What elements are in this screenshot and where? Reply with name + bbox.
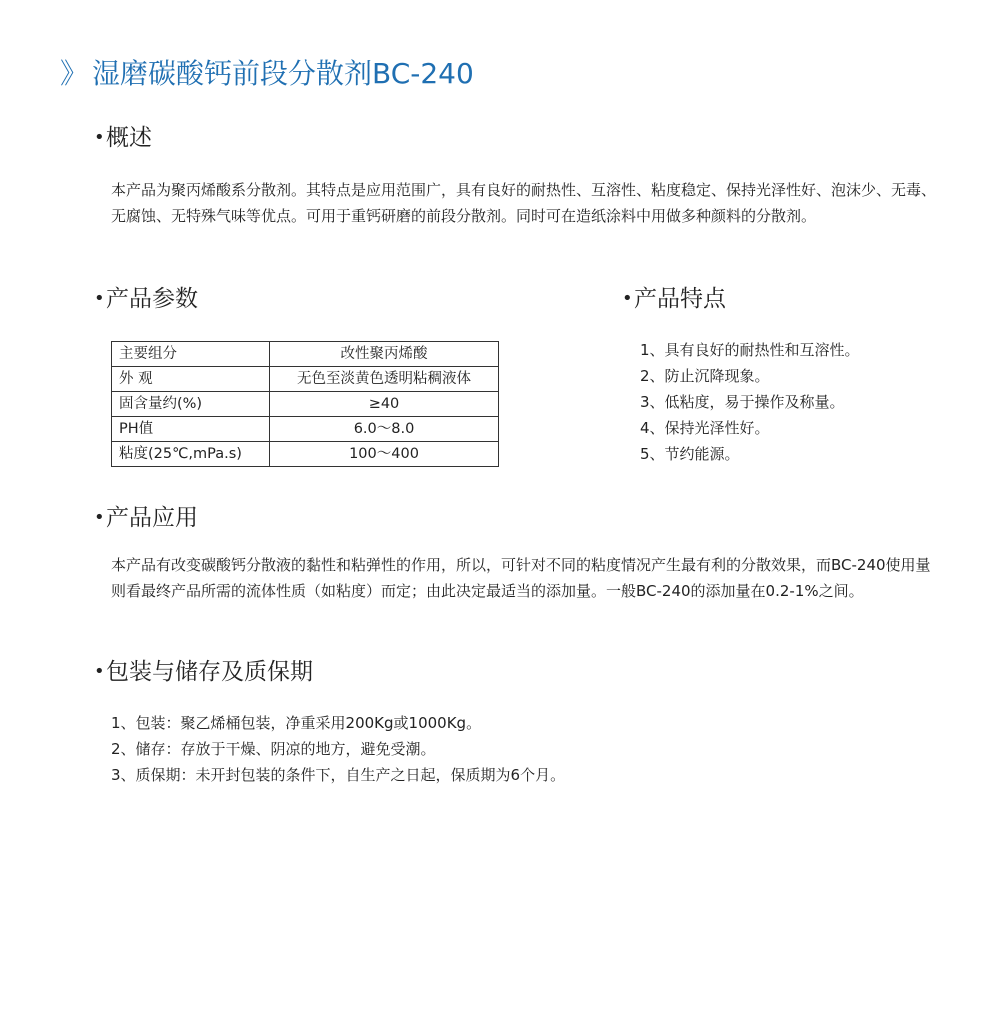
bullet-dot-icon: • [94,661,105,682]
storage-list [111,710,565,788]
table-row [112,367,499,392]
list-item: 3、质保期：未开封包装的条件下，自生产之日起，保质期为6个月。 [111,766,566,784]
table-row [112,442,499,467]
param-name-cell: 外 观 [112,367,270,392]
double-chevron-right-icon: 》 [60,57,89,90]
table-row [112,342,499,367]
page-title [60,52,474,96]
section-heading-features [622,282,726,316]
application-text: 本产品有改变碳酸钙分散液的黏性和粘弹性的作用，所以，可针对不同的粘度情况产生最有利的分散效果，而BC-240使用量则看最终产品所需的流体性质（如粘度）而定；由此决定最适当的添加量。一般BC-240的添加量在0.2-1%之间。 [111,556,931,600]
section-heading-text: 产品特点 [634,286,726,312]
param-name-cell: 粘度(25℃,mPa.s) [112,442,270,467]
list-item: 1、包装：聚乙烯桶包装，净重采用200Kg或1000Kg。 [111,714,482,732]
param-name-cell: 主要组分 [112,342,270,367]
list-item: 3、低粘度，易于操作及称量。 [640,393,845,411]
list-item: 5、节约能源。 [640,445,740,463]
param-value-cell: 100～400 [270,442,499,467]
param-value-cell: 6.0～8.0 [270,417,499,442]
overview-text: 本产品为聚丙烯酸系分散剂。其特点是应用范围广，具有良好的耐热性、互溶性、粘度稳定、保持光泽性好、泡沫少、无毒、无腐蚀、无特殊气味等优点。可用于重钙研磨的前段分散剂。同时可在造纸涂料中用做多种颜料的分散剂。 [111,181,937,225]
section-heading-parameters [94,282,198,316]
list-item: 1、具有良好的耐热性和互溶性。 [640,341,860,359]
param-value-cell: 无色至淡黄色透明粘稠液体 [270,367,499,392]
bullet-dot-icon: • [622,288,633,309]
list-item: 2、储存：存放于干燥、阴凉的地方，避免受潮。 [111,740,436,758]
section-heading-text: 包装与储存及质保期 [106,659,313,685]
list-item: 4、保持光泽性好。 [640,419,770,437]
param-name-cell: PH值 [112,417,270,442]
bullet-dot-icon: • [94,507,105,528]
param-value-cell: 改性聚丙烯酸 [270,342,499,367]
table-row [112,392,499,417]
table-row [112,417,499,442]
list-item: 2、防止沉降现象。 [640,367,770,385]
section-heading-text: 产品应用 [106,505,198,531]
section-heading-text: 概述 [106,125,152,151]
section-heading-storage [94,655,313,689]
section-heading-application [94,501,198,535]
param-name-cell: 固含量约(%) [112,392,270,417]
bullet-dot-icon: • [94,288,105,309]
parameters-table [111,341,499,467]
param-value-cell: ≥40 [270,392,499,417]
section-heading-text: 产品参数 [106,286,198,312]
page-title-text: 湿磨碳酸钙前段分散剂BC-240 [92,57,474,90]
section-heading-overview [94,121,152,155]
features-list [640,337,860,467]
bullet-dot-icon: • [94,127,105,148]
